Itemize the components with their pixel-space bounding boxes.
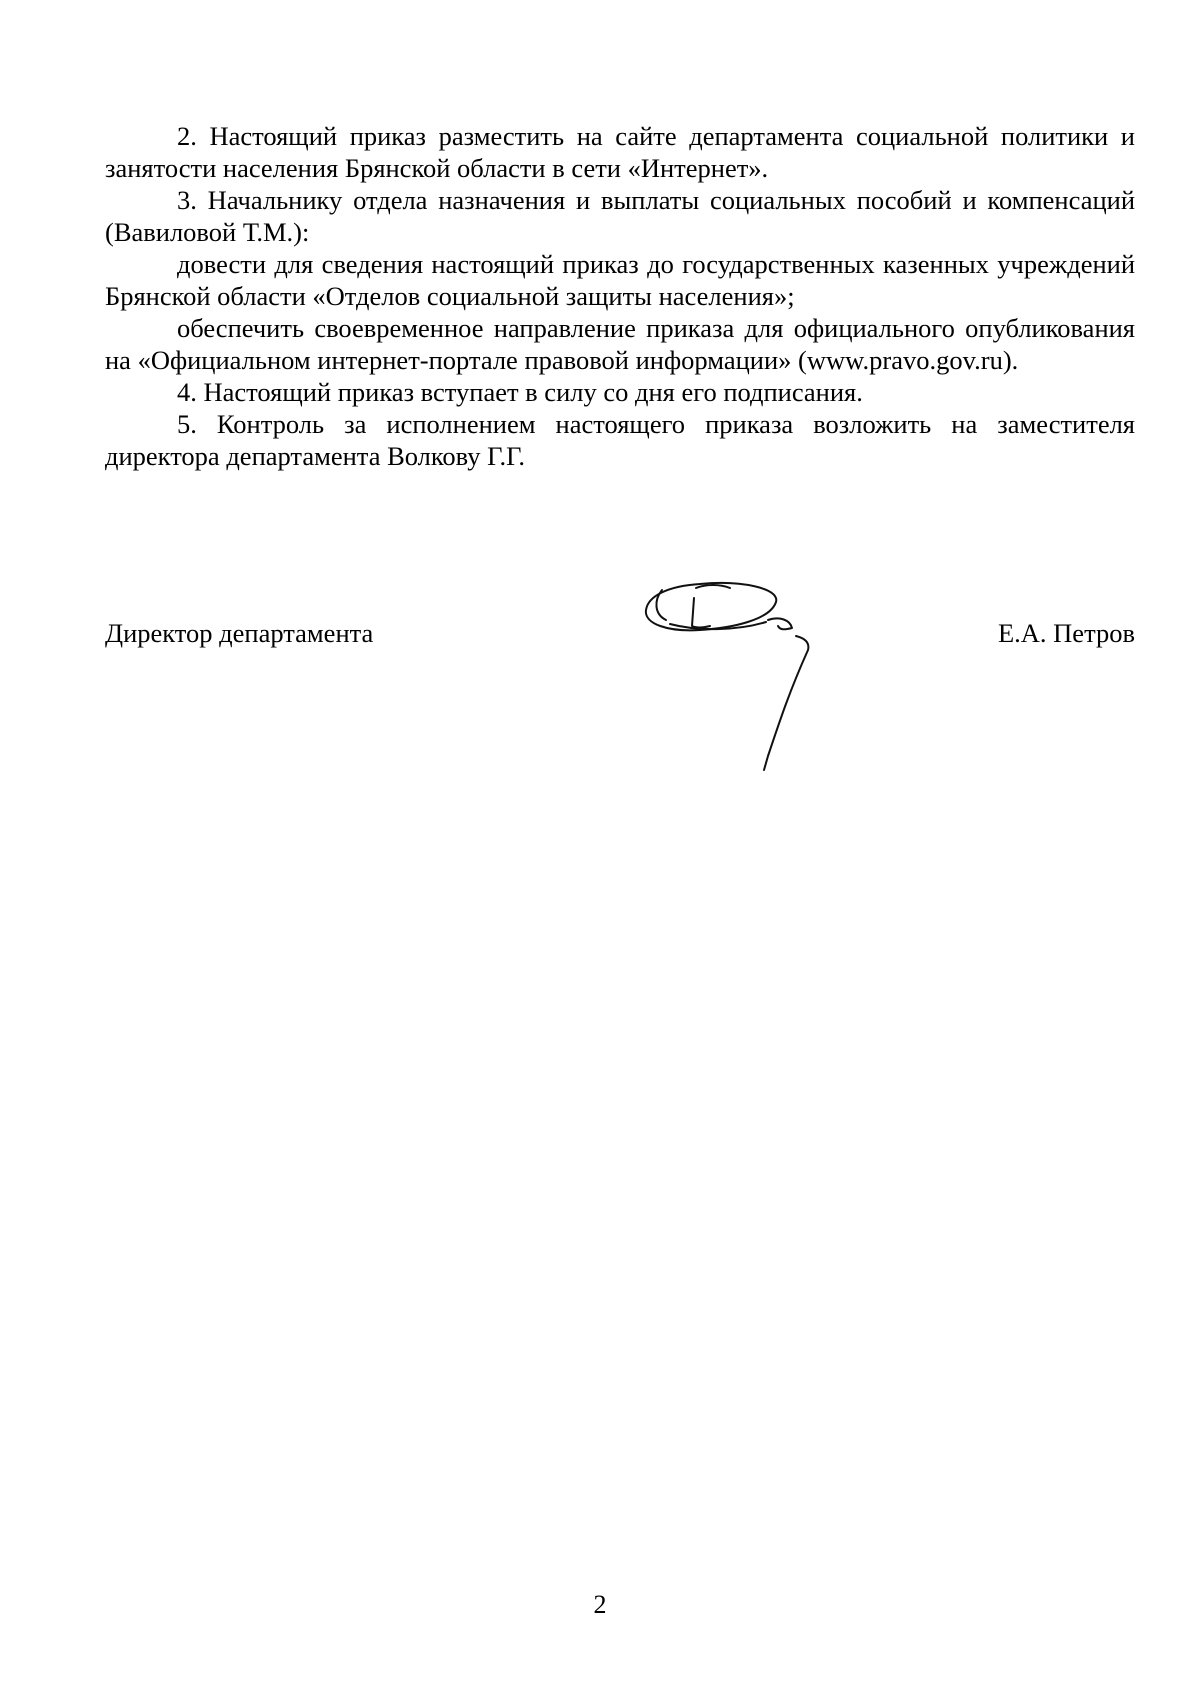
signatory-name: Е.А. Петров [997,618,1135,648]
paragraph-5-control: 5. Контроль за исполнением настоящего приказа возложить на заместителя директора департамента Волкову Г.Г. [105,409,1135,471]
signatory-position: Директор департамента [105,618,374,648]
paragraph-3-instruction-head: 3. Начальнику отдела назначения и выплаты социальных пособий и компенсаций (Вавиловой Т.М.): [105,185,1135,247]
document-body [105,120,1135,472]
paragraph-4-effective-date: 4. Настоящий приказ вступает в силу со дня его подписания. [177,377,863,407]
page-number: 2 [593,1590,607,1619]
signature-block [105,618,1135,658]
paragraph-3-bring-to-attention: довести для сведения настоящий приказ до государственных казенных учреждений Брянской области «Отделов социальной защиты населения»; [105,249,1135,311]
paragraph-2-publish-on-site: 2. Настоящий приказ разместить на сайте департамента социальной политики и занятости населения Брянской области в сети «Интернет». [105,121,1135,183]
handwritten-signature [640,580,840,790]
paragraph-3-ensure-publication: обеспечить своевременное направление приказа для официального опубликования на «Официальном интернет-портале правовой информации» (www.pravo.gov.ru). [105,313,1135,375]
